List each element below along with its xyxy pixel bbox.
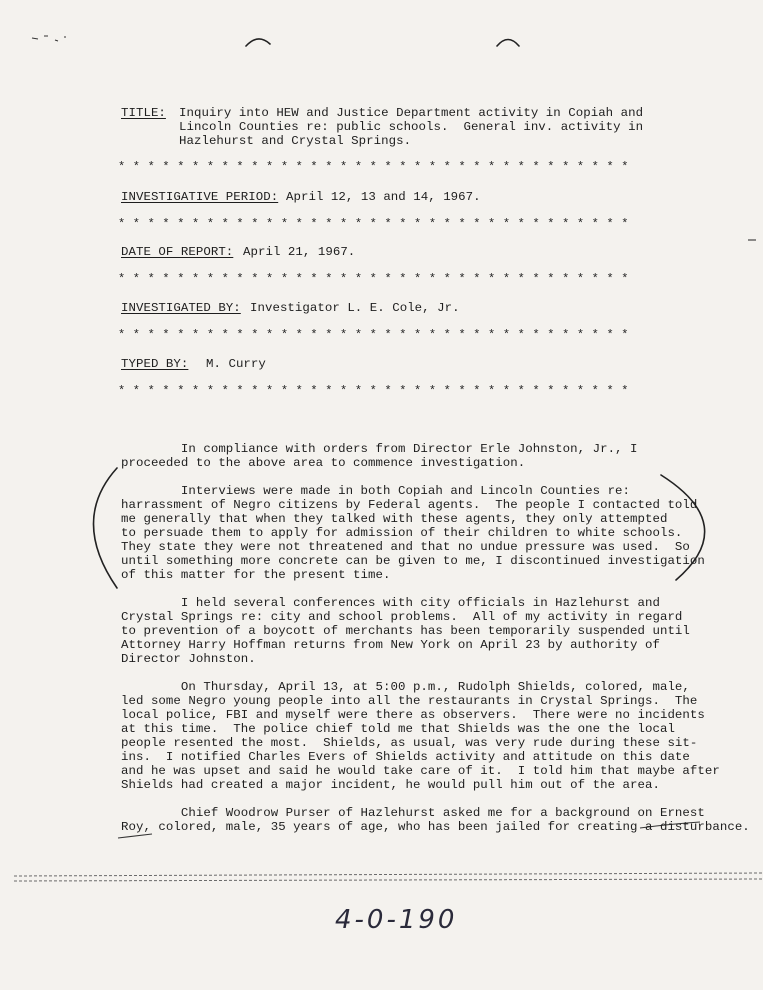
body-line: harrassment of Negro citizens by Federal agents. The people I contacted told bbox=[121, 498, 698, 512]
body-line: Shields had created a major incident, he would pull him out of the area. bbox=[121, 778, 660, 792]
period-label: INVESTIGATIVE PERIOD: bbox=[121, 190, 279, 204]
period-value: April 12, 13 and 14, 1967. bbox=[286, 190, 481, 204]
body-line: of this matter for the present time. bbox=[121, 568, 391, 582]
separator-stars: * * * * * * * * * * * * * * * * * * * * * * * * * * * * * * * * * * * bbox=[118, 160, 629, 174]
body-line: and he was upset and said he would take care of it. I told him that maybe after bbox=[121, 764, 720, 778]
typed-by-value: M. Curry bbox=[206, 357, 266, 371]
body-line: local police, FBI and myself were there as observers. There were no incidents bbox=[121, 708, 705, 722]
separator-stars: * * * * * * * * * * * * * * * * * * * * * * * * * * * * * * * * * * * bbox=[118, 272, 629, 286]
investigated-by-value: Investigator L. E. Cole, Jr. bbox=[250, 301, 460, 315]
scan-rule-upper bbox=[14, 873, 763, 876]
title-line-2: Lincoln Counties re: public schools. General inv. activity in bbox=[179, 120, 644, 134]
body-line: Attorney Harry Hoffman returns from New York on April 23 by authority of bbox=[121, 638, 660, 652]
body-line: Chief Woodrow Purser of Hazlehurst asked me for a background on Ernest bbox=[121, 806, 705, 820]
body-line: ins. I notified Charles Evers of Shields activity and attitude on this date bbox=[121, 750, 690, 764]
investigated-by-label: INVESTIGATED BY: bbox=[121, 301, 241, 315]
body-line: Director Johnston. bbox=[121, 652, 256, 666]
title-line-1: Inquiry into HEW and Justice Department activity in Copiah and bbox=[179, 106, 644, 120]
body-line: until something more concrete can be given to me, I discontinued investigation bbox=[121, 554, 705, 568]
separator-stars: * * * * * * * * * * * * * * * * * * * * * * * * * * * * * * * * * * * bbox=[118, 328, 629, 342]
body-line: people resented the most. Shields, as usual, was very rude during these sit- bbox=[121, 736, 698, 750]
report-date-value: April 21, 1967. bbox=[243, 245, 356, 259]
body-line: Roy, colored, male, 35 years of age, who has been jailed for creating a disturbance. bbox=[121, 820, 750, 834]
typed-by-label: TYPED BY: bbox=[121, 357, 189, 371]
handwritten-file-number: 4-0-190 bbox=[335, 905, 458, 935]
report-date-label: DATE OF REPORT: bbox=[121, 245, 234, 259]
body-line: at this time. The police chief told me that Shields was the one the local bbox=[121, 722, 675, 736]
left-bracket-mark bbox=[94, 468, 118, 588]
separator-stars: * * * * * * * * * * * * * * * * * * * * * * * * * * * * * * * * * * * bbox=[118, 217, 629, 231]
body-line: to prevention of a boycott of merchants has been temporarily suspended until bbox=[121, 624, 690, 638]
title-line-3: Hazlehurst and Crystal Springs. bbox=[179, 134, 412, 148]
underline-roy bbox=[118, 834, 152, 838]
scan-specks bbox=[32, 36, 66, 41]
separator-stars: * * * * * * * * * * * * * * * * * * * * * * * * * * * * * * * * * * * bbox=[118, 384, 629, 398]
body-line: On Thursday, April 13, at 5:00 p.m., Rudolph Shields, colored, male, bbox=[121, 680, 690, 694]
body-line: to persuade them to apply for admission of their children to white schools. bbox=[121, 526, 683, 540]
punch-hole-right bbox=[497, 40, 519, 47]
scan-rule-lower bbox=[14, 879, 763, 881]
body-line: They state they were not threatened and that no undue pressure was used. So bbox=[121, 540, 690, 554]
body-line: In compliance with orders from Director Erle Johnston, Jr., I bbox=[121, 442, 638, 456]
punch-hole-left bbox=[246, 39, 270, 46]
body-line: me generally that when they talked with these agents, they only attempted bbox=[121, 512, 668, 526]
title-label: TITLE: bbox=[121, 106, 166, 120]
body-line: proceeded to the above area to commence investigation. bbox=[121, 456, 526, 470]
body-line: led some Negro young people into all the restaurants in Crystal Springs. The bbox=[121, 694, 698, 708]
body-line: I held several conferences with city officials in Hazlehurst and bbox=[121, 596, 660, 610]
body-line: Crystal Springs re: city and school problems. All of my activity in regard bbox=[121, 610, 683, 624]
body-line: Interviews were made in both Copiah and Lincoln Counties re: bbox=[121, 484, 631, 498]
